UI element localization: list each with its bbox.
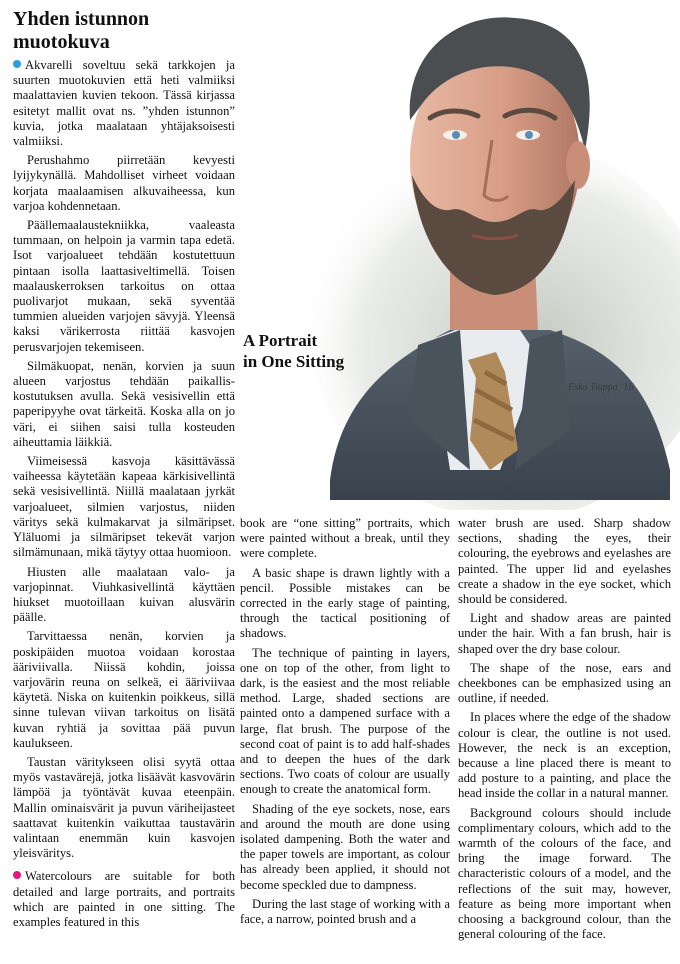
english-column-1 xyxy=(240,516,450,931)
english-col1-paragraph-2: A basic shape is drawn lightly with a pencil. Possible mistakes can be corrected in the early stage of painting, through the tactical positioning of shadows. xyxy=(240,565,450,641)
finnish-paragraph-1: Akvarelli soveltuu sekä tarkkojen ja suurten muotokuvien että heti valmiiksi maalattavien kuvien tekoon. Tässä kirjassa esitetyt mallit ovat ns. ”yhden istunnon” kuvia, jotka maalataan yhtäjaksoisesti valmiiksi. xyxy=(13,58,235,149)
finnish-paragraph-8: Taustan väritykseen olisi syytä ottaa myös vastavärejä, jotka lisäävät kasvovärin lämpöä ja työntävät kuvaa eteenpäin. Mallin ominaisvärit ja puvun väriheijasteet saattavat kuitenkin vaikuttaa taustavärin valintaan enemmän kuin kasvojen yleisväritys. xyxy=(13,754,235,861)
finnish-paragraph-2: Perushahmo piirretään kevyesti lyijykynällä. Mahdolliset virheet voidaan korjata maalaamisen alkuvaiheessa, kun varjoa kohdennetaan. xyxy=(13,153,235,213)
english-title: A Portrait in One Sitting xyxy=(243,331,345,371)
finnish-paragraph-5: Viimeisessä kasvoja käsittävässä vaiheessa käytetään kapeaa kärkisivellintä sekä vesisivellintä. Niillä maalataan jyrkät varjoalueet, silmien varjostus, niiden väritys sekä kulmakarvat ja silmäripset. Yläluomi ja silmäripset tekevät varjon silmämunaan, mikä täytyy ottaa huomioon. xyxy=(13,454,235,560)
english-col2-paragraph-1: water brush are used. Sharp shadow sections, shading the eyes, their colouring, the eyebrows and eyelashes are painted. The upper lid and eyelashes create a shadow in the eye socket, which should be considered. xyxy=(458,516,671,607)
english-col1-paragraph-4: Shading of the eye sockets, nose, ears and around the mouth are done using isolated dampening. Both the water and the paper towels are important, as colour has already been applied, it should not become speckled due to dampness. xyxy=(240,801,450,892)
finnish-title: Yhden istunnon muotokuva xyxy=(13,8,150,53)
english-col2-paragraph-5: Background colours should include complimentary colours, which add to the warmth of the colours of the face, and bring the image forward. The characteristic colours of a model, and the reflections of the suit may, however, feature as being more important when choosing a background colour, than the general colouring of the face. xyxy=(458,805,671,942)
pink-bullet-icon xyxy=(13,871,21,879)
portrait-illustration xyxy=(300,0,680,510)
english-column-2 xyxy=(458,516,671,946)
english-col2-paragraph-2: Light and shadow areas are painted under the hair. With a fan brush, hair is shaped over the dry base colour. xyxy=(458,611,671,656)
english-intro-paragraph: Watercolours are suitable for both detailed and large portraits, and portraits which are painted in one sitting. The examples featured in this xyxy=(13,869,235,929)
finnish-paragraph-3: Päällemaalaustekniikka, vaaleasta tummaan, on helpoin ja varmin tapa edetä. Isot varjoalueet tehdään kostutettuun pintaan isolla laattasiveltimellä. Toisen maalauskerroksen tarkoitus on ottaa puolivarjot mukaan, sekä syventää tummien alueiden varjojen sävyjä. Yleensä kaksi värikerrosta riittää kasvojen perusvarjojen tekemiseen. xyxy=(13,218,235,354)
english-col1-paragraph-5: During the last stage of working with a face, a narrow, pointed brush and a xyxy=(240,896,450,927)
finnish-paragraph-7: Tarvittaessa nenän, korvien ja poskipäiden muotoa voidaan korostaa ääriviivalla. Niissä kohdin, joissa varjovärin reuna on selkeä, ei ääriviivaa käytetä. Niska on kuitenkin poikkeus, sillä sinne tulevan viivan tarkoitus on lisätä kuvan ryhtiä ja sovittaa pää puvun kaulukseen. xyxy=(13,629,235,750)
blue-bullet-icon xyxy=(13,60,21,68)
english-col2-paragraph-4: In places where the edge of the shadow colour is clear, the outline is not used. However, the neck is an exception, because a line placed there is meant to add posture to a painting, and place the head inside the collar in a natural manner. xyxy=(458,710,671,801)
english-col2-paragraph-3: The shape of the nose, ears and cheekbones can be emphasized using an outline, if needed. xyxy=(458,660,671,706)
finnish-paragraph-6: Hiusten alle maalataan valo- ja varjopinnat. Viuhkasivellintä käyttäen hiukset muotoillaan kuivan alusvärin päälle. xyxy=(13,564,235,625)
finnish-paragraph-4: Silmäkuopat, nenän, korvien ja suun alueen varjostus tehdään paikalliskostutuksen avulla. Sekä vesisivellin että paperipyyhe ovat tärkeitä. Koska alla on jo väri, ei siihen saisi tulla kosteuden aiheuttamia läikkiä. xyxy=(13,358,235,449)
english-col1-paragraph-3: The technique of painting in layers, one on top of the other, from light to dark, is the easiest and the most reliable method. Large, shaded sections are painted onto a dampened surface with a large, flat brush. The purpose of the second coat of paint is to add half-shades and to deepen the hues of the dark sections. Two coats of colour are usually enough to create the anatomical form. xyxy=(240,645,450,797)
finnish-column xyxy=(13,8,235,934)
artist-signature: Esko Tiuppa ’16 xyxy=(568,382,634,393)
english-col1-paragraph-1: book are “one sitting” portraits, which were painted without a break, until they were complete. xyxy=(240,516,450,561)
